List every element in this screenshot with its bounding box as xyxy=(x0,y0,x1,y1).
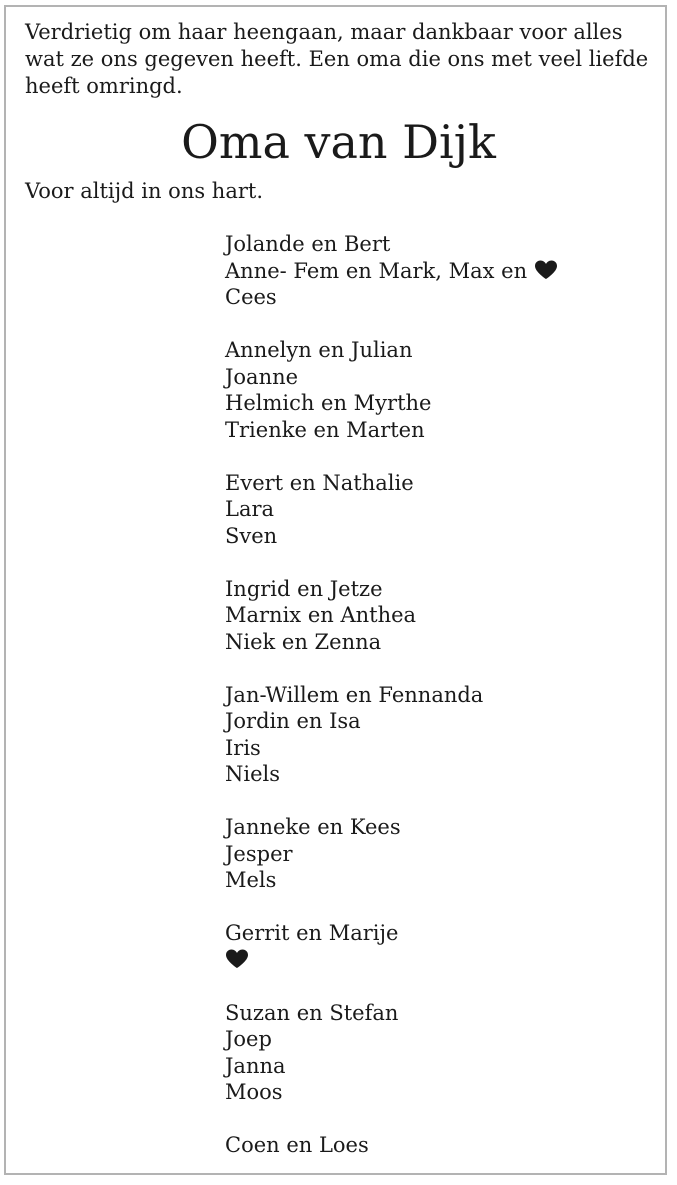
family-member-name: Jan-Willem en Fennanda xyxy=(225,682,484,707)
family-line xyxy=(225,682,665,709)
family-member-name: Coen en Loes xyxy=(225,1133,369,1157)
family-member-name: Annelyn en Julian xyxy=(225,338,413,362)
family-group xyxy=(225,231,665,311)
family-line xyxy=(225,337,665,364)
family-line xyxy=(225,258,665,285)
family-line xyxy=(225,576,665,603)
family-group xyxy=(225,470,665,550)
family-member-name: Cees xyxy=(225,285,277,309)
family-member-name: Niek en Zenna xyxy=(225,629,382,654)
family-member-name: Mels xyxy=(225,868,277,892)
heart-icon xyxy=(534,260,558,280)
family-member-name: Trienke en Marten xyxy=(225,417,425,442)
family-line xyxy=(225,1053,665,1080)
family-line xyxy=(225,920,665,947)
family-line xyxy=(225,761,665,788)
family-member-name: Iris xyxy=(225,735,261,760)
family-member-name: Ingrid en Jetze xyxy=(225,576,383,601)
family-line xyxy=(225,735,665,762)
family-member-name: Jordin en Isa xyxy=(225,709,361,733)
family-member-name: Niels xyxy=(225,762,281,786)
family-line xyxy=(225,1026,665,1053)
heart-icon xyxy=(225,949,249,969)
family-line xyxy=(225,629,665,656)
family-line xyxy=(225,708,665,735)
family-member-name: Joanne xyxy=(225,364,299,389)
family-member-name: Evert en Nathalie xyxy=(225,470,414,495)
family-list xyxy=(225,231,665,1185)
family-group xyxy=(225,1000,665,1106)
family-line xyxy=(225,417,665,444)
family-group xyxy=(225,1132,665,1159)
family-member-name: Lara xyxy=(225,497,275,521)
family-line xyxy=(225,470,665,497)
family-group xyxy=(225,337,665,443)
family-line xyxy=(225,867,665,894)
family-line xyxy=(225,231,665,258)
family-line xyxy=(225,1079,665,1106)
family-group xyxy=(225,814,665,894)
intro-text: Verdrietig om haar heengaan, maar dankbaar voor alles wat ze ons gegeven heeft. Een oma die ons met veel liefde heeft omringd. xyxy=(25,20,649,98)
family-line xyxy=(225,1132,665,1159)
family-member-name: Helmich en Myrthe xyxy=(225,391,432,415)
family-line xyxy=(225,390,665,417)
family-member-name: Anne- Fem en Mark, Max en xyxy=(225,258,528,283)
deceased-name: Oma van Dijk xyxy=(181,115,496,169)
family-group xyxy=(225,682,665,788)
family-member-name: Marnix en Anthea xyxy=(225,603,417,627)
family-line xyxy=(225,364,665,391)
family-line xyxy=(225,523,665,550)
tagline: Voor altijd in ons hart. xyxy=(25,179,263,203)
family-member-name: Janna xyxy=(225,1053,286,1078)
family-line xyxy=(225,602,665,629)
family-member-name: Suzan en Stefan xyxy=(225,1000,399,1025)
family-group xyxy=(225,576,665,656)
family-member-name: Jolande en Bert xyxy=(225,232,391,256)
family-group xyxy=(225,920,665,973)
family-member-name: Joep xyxy=(225,1027,272,1051)
family-line xyxy=(225,1000,665,1027)
family-line xyxy=(225,496,665,523)
family-line xyxy=(225,841,665,868)
family-member-name: Janneke en Kees xyxy=(225,815,401,839)
family-member-name: Moos xyxy=(225,1080,283,1104)
family-line xyxy=(225,814,665,841)
family-line xyxy=(225,947,665,974)
family-line xyxy=(225,284,665,311)
family-member-name: Gerrit en Marije xyxy=(225,921,399,945)
family-member-name: Jesper xyxy=(225,841,293,866)
family-member-name: Sven xyxy=(225,523,278,548)
